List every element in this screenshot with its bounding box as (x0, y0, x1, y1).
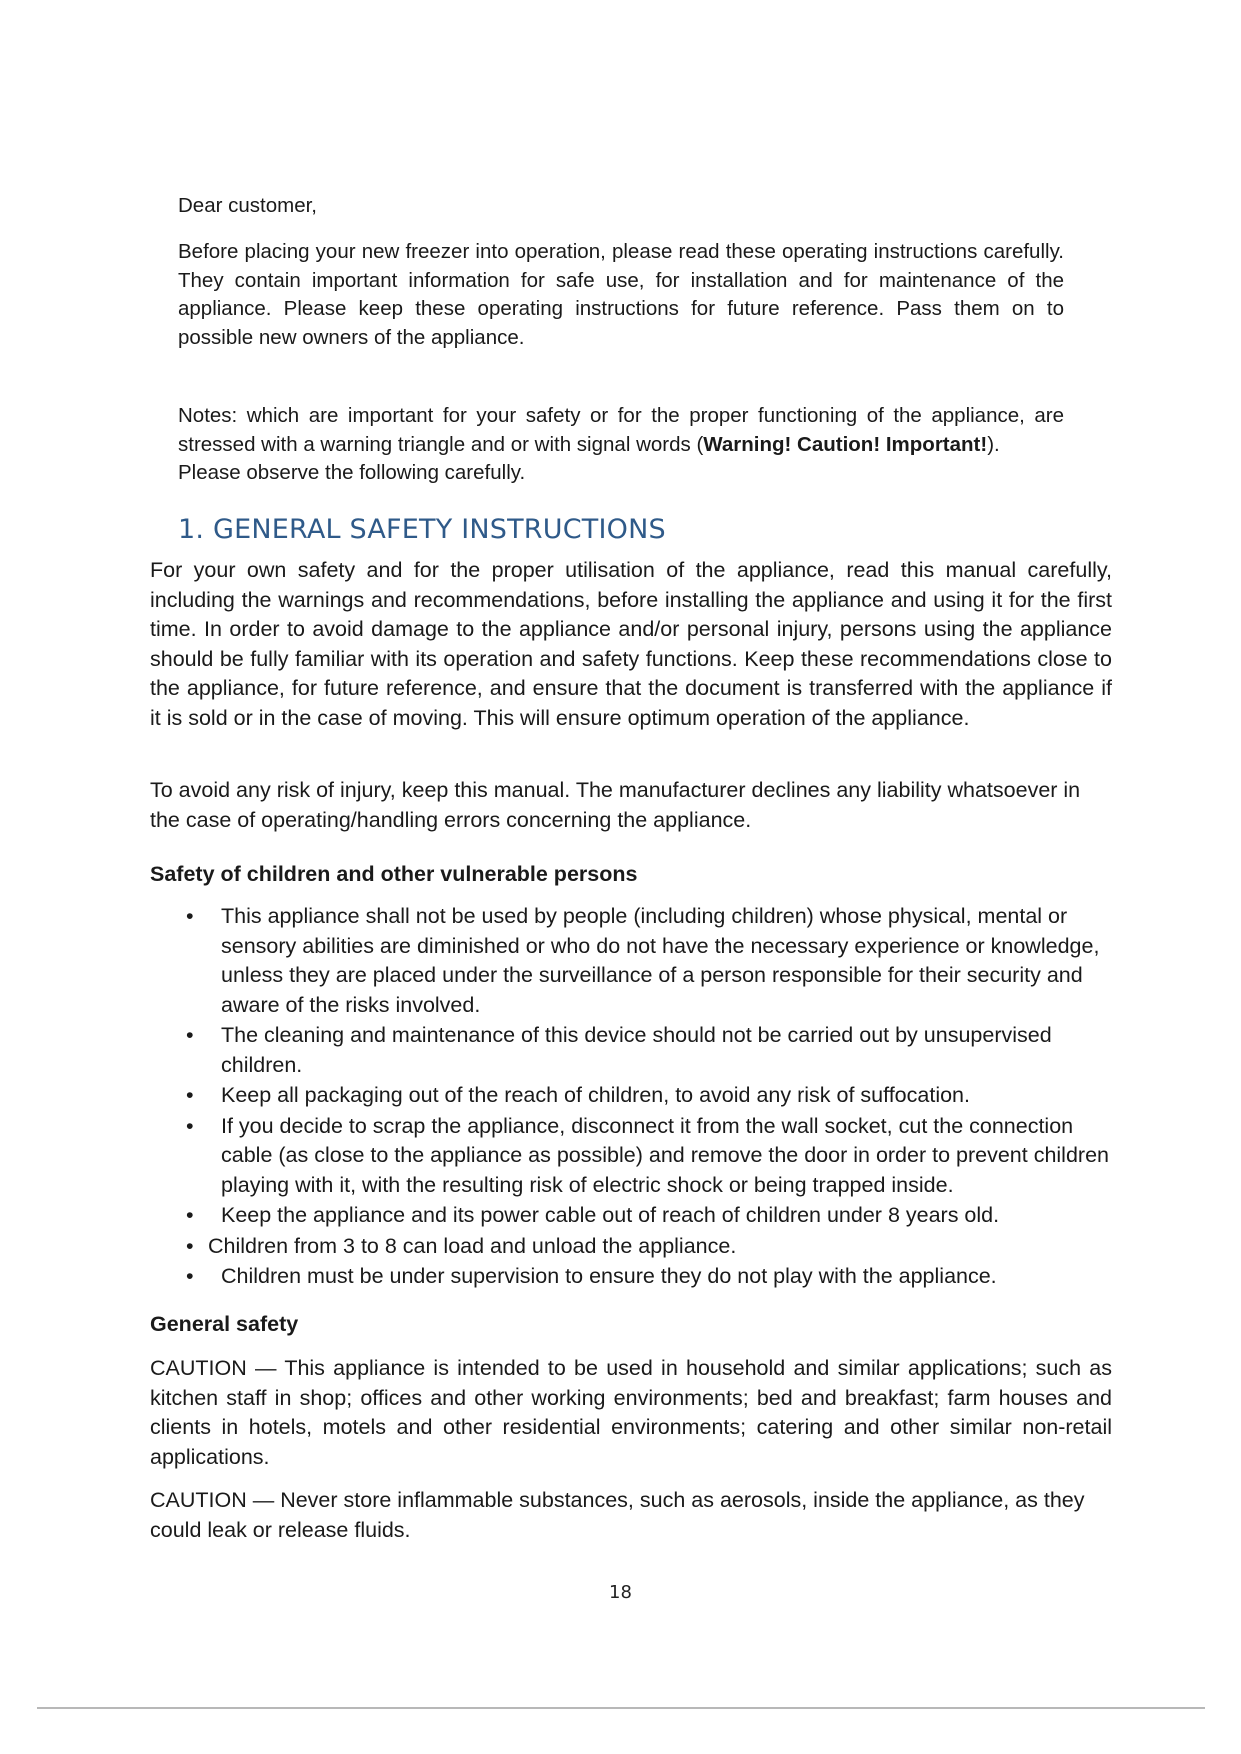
caution-paragraph-2 (150, 1486, 1112, 1545)
bullet-icon: • (186, 1264, 194, 1288)
list-item-text: The cleaning and maintenance of this device should not be carried out by unsupervised children. (221, 1023, 1052, 1077)
caution-paragraph-1 (150, 1354, 1112, 1472)
list-item-text: This appliance shall not be used by people (including children) whose physical, mental or sensory abilities are diminished or who do not have the necessary experience or knowledge, unless they are placed under the surveillance of a person responsible for their security and aware of the risks involved. (221, 904, 1100, 1017)
list-item (150, 1112, 1112, 1201)
notes-paragraph (178, 402, 1064, 488)
caution-2-text: CAUTION — Never store inflammable substances, such as aerosols, inside the appliance, as they could leak or release fluids. (150, 1488, 1085, 1542)
bullet-icon: • (186, 1233, 194, 1258)
caution-1-text: CAUTION — This appliance is intended to be used in household and similar applications; such as kitchen staff in shop; offices and other working environments; bed and breakfast; farm houses and clients in hotels, motels and other residential environments; catering and other similar non-retail applications. (150, 1356, 1112, 1469)
notes-text (178, 402, 1064, 459)
bullet-icon: • (186, 1113, 194, 1138)
signal-words: Warning! Caution! Important! (703, 432, 988, 456)
notes-text-after: ). (987, 432, 1000, 456)
list-item (150, 902, 1112, 1020)
bullet-icon: • (186, 1083, 194, 1107)
children-safety-list (150, 902, 1112, 1293)
list-item (150, 1021, 1112, 1080)
bullet-icon: • (186, 1023, 194, 1047)
footer-divider (37, 1707, 1205, 1709)
general-safety-heading: General safety (150, 1312, 299, 1336)
general-paragraph-2 (150, 776, 1112, 835)
general-paragraph-1 (150, 556, 1112, 733)
list-item (150, 1081, 1112, 1111)
bullet-icon: • (186, 1203, 194, 1227)
bullet-icon: • (186, 904, 194, 928)
list-item (150, 1201, 1112, 1231)
general-paragraph-2-text: To avoid any risk of injury, keep this manual. The manufacturer declines any liability whatsoever in the case of operating/handling errors concerning the appliance. (150, 778, 1081, 832)
page-number: 18 (609, 1582, 632, 1603)
intro-paragraph-text: Before placing your new freezer into operation, please read these operating instructions carefully. They contain important information for safe use, for installation and for maintenance of the appliance. Please keep these operating instructions for future reference. Pass them on to possible new owners of the appliance. (178, 240, 1064, 349)
list-item (150, 1232, 1112, 1262)
list-item-text: Keep the appliance and its power cable out of reach of children under 8 years old. (221, 1203, 1000, 1227)
salutation-text: Dear customer, (178, 194, 317, 217)
list-item-text: Children from 3 to 8 can load and unload the appliance. (208, 1233, 737, 1258)
children-safety-heading: Safety of children and other vulnerable persons (150, 862, 638, 886)
list-item-text: Children must be under supervision to ensure they do not play with the appliance. (221, 1264, 997, 1288)
intro-paragraph (178, 238, 1064, 352)
list-item-text: If you decide to scrap the appliance, disconnect it from the wall socket, cut the connection cable (as close to the appliance as possible) and remove the door in order to prevent children playing with it, with the resulting risk of electric shock or being trapped inside. (221, 1113, 1109, 1197)
notes-text-before: Notes: which are important for your safety or for the proper functioning of the appliance, are stressed with a warning triangle and or with signal words ( (178, 404, 1064, 456)
salutation (178, 192, 1064, 221)
list-item (150, 1262, 1112, 1292)
notes-last-line: Please observe the following carefully. (178, 461, 526, 484)
general-paragraph-1-text: For your own safety and for the proper utilisation of the appliance, read this manual carefully, including the warnings and recommendations, before installing the appliance and using it for the first time. In order to avoid damage to the appliance and/or personal injury, persons using the appliance should be fully familiar with its operation and safety functions. Keep these recommendations close to the appliance, for future reference, and ensure that the document is transferred with the appliance if it is sold or in the case of moving. This will ensure optimum operation of the appliance. (150, 558, 1112, 730)
section-heading: 1. GENERAL SAFETY INSTRUCTIONS (178, 514, 666, 545)
list-item-text: Keep all packaging out of the reach of children, to avoid any risk of suffocation. (221, 1083, 970, 1107)
